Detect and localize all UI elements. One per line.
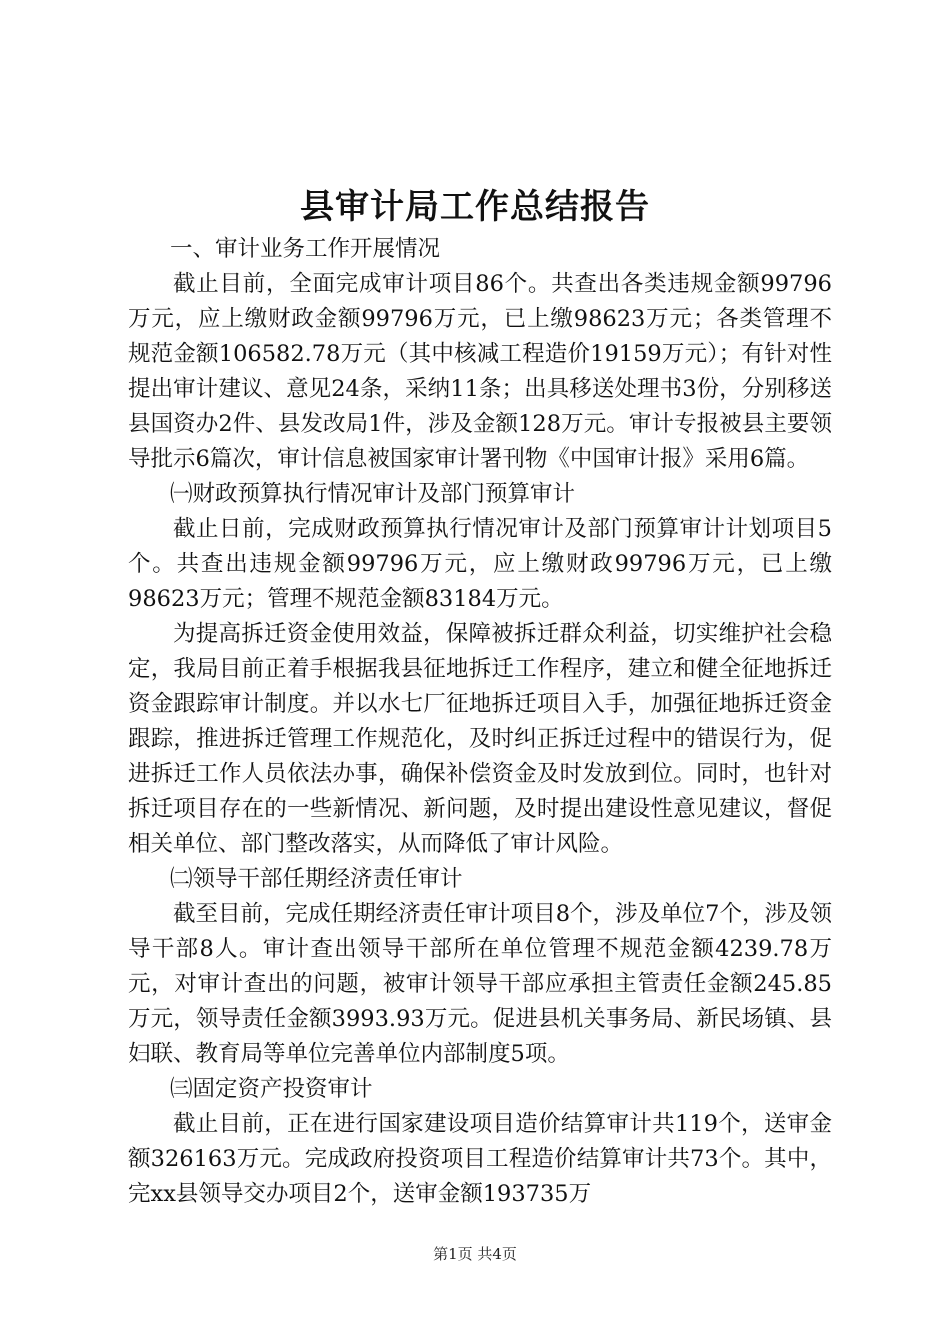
document-title: 县审计局工作总结报告 (300, 187, 650, 227)
paragraph-economic-responsibility: 截至目前，完成任期经济责任审计项目8个，涉及单位7个，涉及领导干部8人。审计查出领导干部所在单位管理不规范金额4239.78万元，对审计查出的问题，被审计领导干部应承担主管责任金额245.85万元，领导责任金额3993.93万元。促进县机关事务局、新民场镇、县妇联、教育局等单位完善单位内部制度5项。 (128, 901, 832, 1067)
subsection-heading-economic-responsibility: ㈡领导干部任期经济责任审计 (170, 866, 463, 892)
paragraph-summary: 截止目前，全面完成审计项目86个。共查出各类违规金额99796万元，应上缴财政金额99796万元，已上缴98623万元；各类管理不规范金额106582.78万元（其中核减工程造价19159万元）；有针对性提出审计建议、意见24条，采纳11条；出具移送处理书3份，分别移送县国资办2件、县发改局1件，涉及金额128万元。审计专报被县主要领导批示6篇次，审计信息被国家审计署刊物《中国审计报》采用6篇。 (128, 271, 832, 472)
subsection-heading-budget-audit: ㈠财政预算执行情况审计及部门预算审计 (170, 481, 576, 507)
document-body (128, 232, 832, 1212)
paragraph-relocation-funds: 为提高拆迁资金使用效益，保障被拆迁群众利益，切实维护社会稳定，我局目前正着手根据我县征地拆迁工作程序，建立和健全征地拆迁资金跟踪审计制度。并以水七厂征地拆迁项目入手，加强征地拆迁资金跟踪，推进拆迁管理工作规范化，及时纠正拆迁过程中的错误行为，促进拆迁工作人员依法办事，确保补偿资金及时发放到位。同时，也针对拆迁项目存在的一些新情况、新问题，及时提出建设性意见建议，督促相关单位、部门整改落实，从而降低了审计风险。 (128, 621, 832, 857)
subsection-heading-fixed-asset: ㈢固定资产投资审计 (170, 1076, 373, 1102)
paragraph-fixed-asset: 截止目前，正在进行国家建设项目造价结算审计共119个，送审金额326163万元。完成政府投资项目工程造价结算审计共73个。其中，完xx县领导交办项目2个，送审金额193735万 (128, 1111, 832, 1207)
section-heading-1: 一、审计业务工作开展情况 (170, 236, 441, 262)
paragraph-budget-audit: 截止日前，完成财政预算执行情况审计及部门预算审计计划项目5个。共查出违规金额99796万元，应上缴财政99796万元，已上缴98623万元；管理不规范金额83184万元。 (128, 516, 832, 612)
page-number-footer: 第1页 共4页 (433, 1245, 517, 1263)
